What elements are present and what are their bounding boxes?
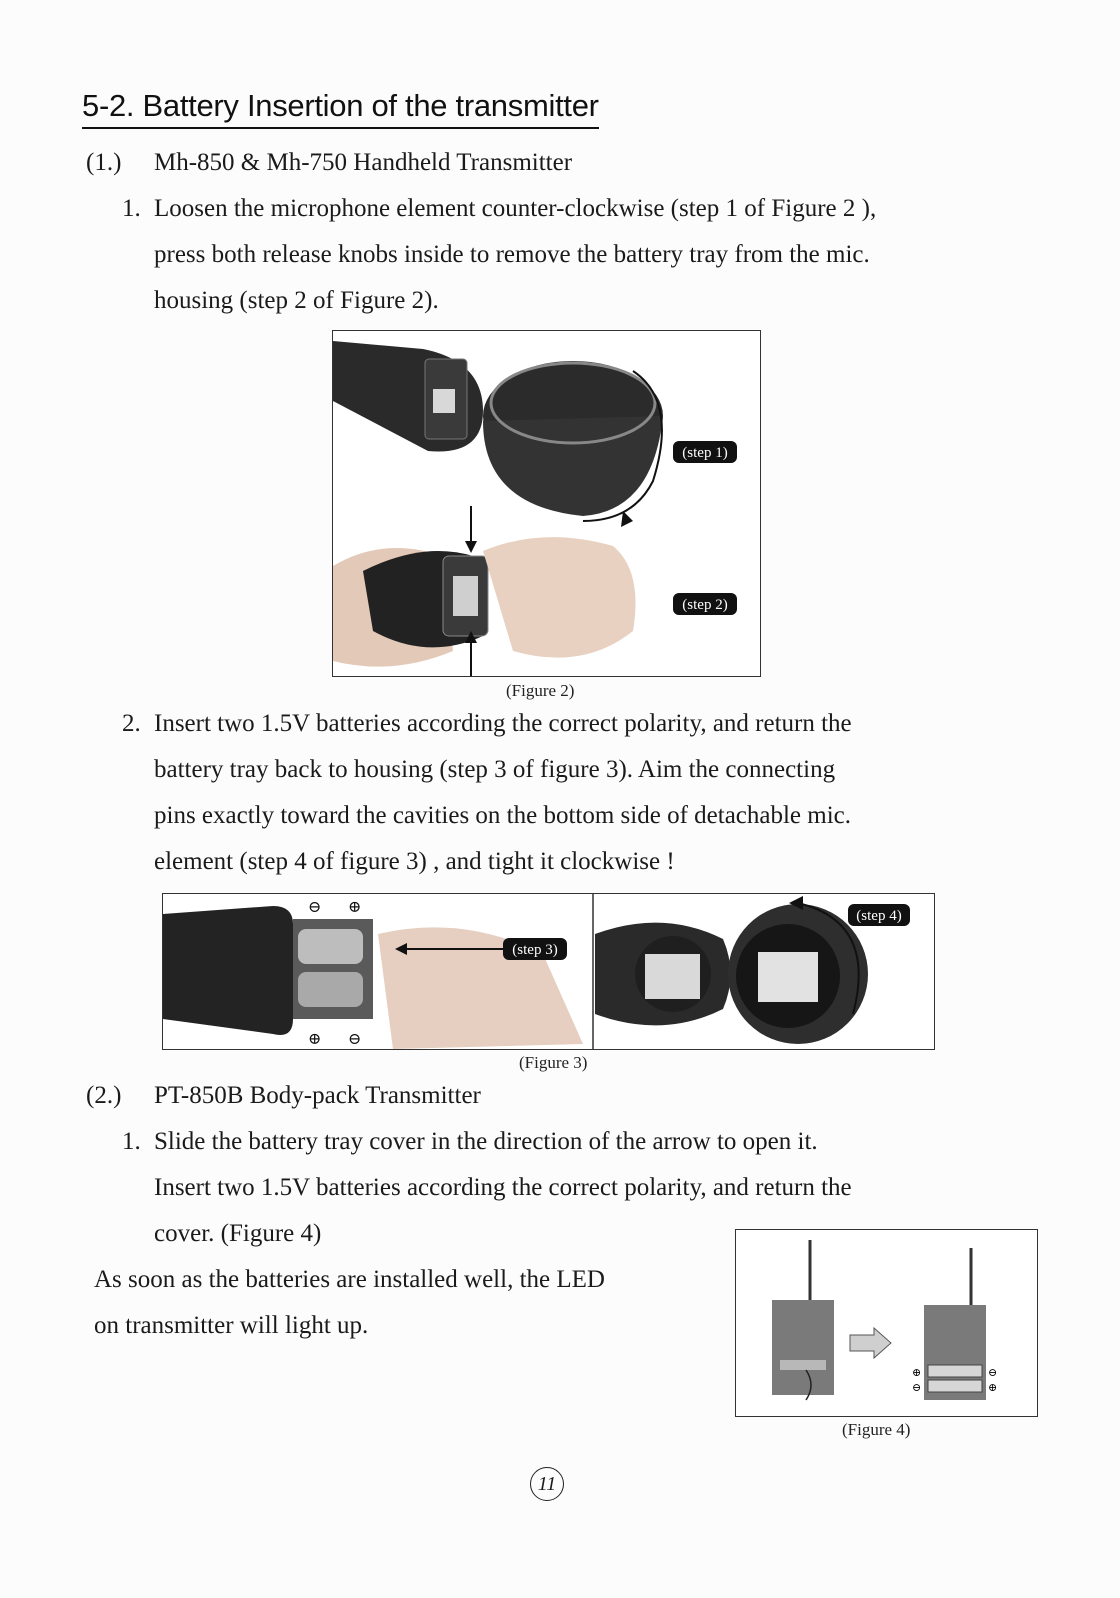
part2-step1-line2: Insert two 1.5V batteries according the correct polarity, and return the [154,1174,852,1201]
led-note-line2: on transmitter will light up. [94,1312,369,1339]
plus-icon-bottom: ⊕ [308,1031,322,1048]
figure-3-illustration [163,894,934,1049]
section-heading: 5-2. Battery Insertion of the transmitter [82,88,599,129]
mic-head-label-shape [758,952,818,1002]
figure-2-illustration [333,331,760,676]
rotation-arrowhead-shape [621,511,633,527]
step2-line4: element (step 4 of figure 3) , and tight it clockwise ! [154,848,675,875]
step2-number: 2. [122,710,141,737]
step4-badge-text: (step 4) [856,908,902,924]
figure-2-caption: (Figure 2) [506,681,575,700]
plus-icon-right: ⊕ [988,1382,998,1394]
page-number: 11 [530,1467,564,1501]
plus-icon-top: ⊕ [348,899,362,916]
mic-grille-body-shape [483,416,663,516]
part2-step1-line1: Slide the battery tray cover in the direction of the arrow to open it. [154,1128,818,1155]
battery-2-shape [298,972,363,1007]
figure-3-caption: (Figure 3) [519,1053,588,1072]
part1-number: (1.) [86,149,122,176]
part2-title: PT-850B Body-pack Transmitter [154,1082,481,1109]
led-note-line1: As soon as the batteries are installed well, the LED [94,1266,605,1293]
step1-line2: press both release knobs inside to remove the battery tray from the mic. [154,241,870,268]
minus-icon-left: ⊖ [912,1382,922,1394]
step2-line1: Insert two 1.5V batteries according the correct polarity, and return the [154,710,852,737]
step2-badge-text: (step 2) [682,597,728,613]
bodypack-closed-shape [772,1300,834,1395]
tray-label-lower-shape [453,576,478,616]
battery-a-shape [928,1365,982,1377]
figure-4 [735,1229,1038,1417]
part2-step1-line3: cover. (Figure 4) [154,1220,322,1247]
press-arrowhead-top [465,541,477,553]
battery-b-shape [928,1380,982,1392]
figure-3 [162,893,935,1050]
minus-icon-top: ⊖ [308,899,322,916]
handle-label-shape [645,954,700,999]
step1-line1: Loosen the microphone element counter-clockwise (step 1 of Figure 2 ), [154,195,877,222]
battery-label-shape [433,389,455,413]
step1-badge-text: (step 1) [682,445,728,461]
minus-icon-bottom: ⊖ [348,1031,362,1048]
plus-icon-left: ⊕ [912,1367,922,1379]
step1-number: 1. [122,195,141,222]
right-arrow-icon [850,1328,891,1358]
figure-4-illustration [736,1230,1037,1416]
part1-title: Mh-850 & Mh-750 Handheld Transmitter [154,149,573,176]
step1-line3: housing (step 2 of Figure 2). [154,287,439,314]
figure-4-caption: (Figure 4) [842,1420,911,1439]
battery-1-shape [298,929,363,964]
minus-icon-right: ⊖ [988,1367,998,1379]
part2-number: (2.) [86,1082,122,1109]
figure-2 [332,330,761,677]
right-hand-shape [483,537,636,658]
cover-slot-shape [780,1360,826,1370]
step3-badge-text: (step 3) [512,942,558,958]
part2-step1-number: 1. [122,1128,141,1155]
step2-line3: pins exactly toward the cavities on the bottom side of detachable mic. [154,802,852,829]
mic-handle-left-shape [163,906,293,1035]
step2-line2: battery tray back to housing (step 3 of figure 3). Aim the connecting [154,756,836,783]
